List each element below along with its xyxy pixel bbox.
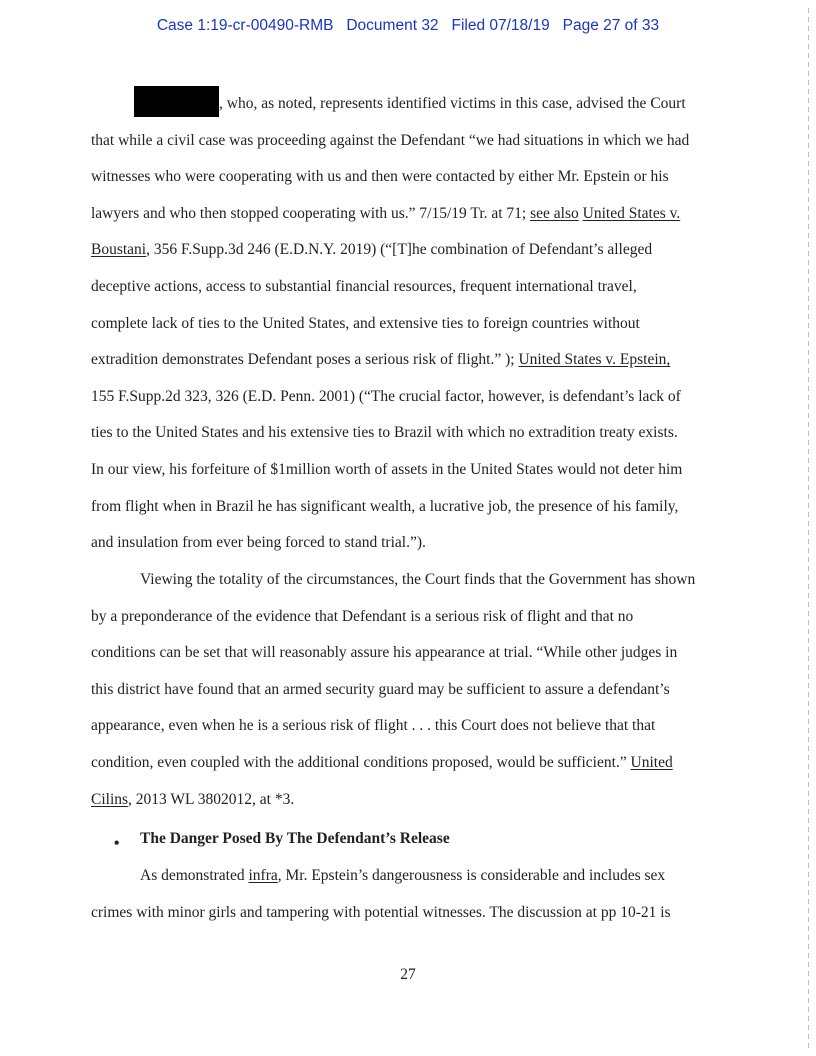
text-line: witnesses who were cooperating with us and then were contacted by either Mr. Epstein or his bbox=[91, 168, 669, 186]
citation-signal: infra bbox=[248, 867, 278, 884]
text-line: In our view, his forfeiture of $1million worth of assets in the United States would not deter him bbox=[91, 460, 683, 478]
case-citation: United States v. Epstein, bbox=[518, 351, 671, 369]
text-line: extradition demonstrates Defendant poses a serious risk of flight.” ); United States v. Epstein, bbox=[91, 351, 671, 369]
case-header: Case 1:19-cr-00490-RMB Document 32 Filed 07/18/19 Page 27 of 33 bbox=[156, 17, 660, 34]
redaction-block bbox=[134, 86, 219, 117]
body-paragraph-3 bbox=[91, 858, 731, 931]
case-citation: United States v. bbox=[582, 204, 681, 222]
body-paragraph-2 bbox=[91, 562, 731, 818]
text-line: Boustani, 356 F.Supp.3d 246 (E.D.N.Y. 2019) (“[T]he combination of Defendant’s alleged bbox=[91, 241, 653, 259]
text-line: 155 F.Supp.2d 323, 326 (E.D. Penn. 2001) (“The crucial factor, however, is defendant’s lack of bbox=[91, 387, 681, 405]
case-citation: Cilins bbox=[91, 790, 129, 808]
text-line: Cilins, 2013 WL 3802012, at *3. bbox=[91, 790, 295, 808]
text-line: crimes with minor girls and tampering with potential witnesses. The discussion at pp 10-21 is bbox=[91, 903, 671, 921]
text-line: this district have found that an armed security guard may be sufficient to assure a defendant’s bbox=[91, 680, 670, 698]
text-line: deceptive actions, access to substantial financial resources, frequent international travel, bbox=[91, 277, 637, 295]
body-paragraph-1 bbox=[91, 86, 731, 562]
text-line: As demonstrated infra, Mr. Epstein’s dangerousness is considerable and includes sex bbox=[140, 867, 666, 884]
text-line: complete lack of ties to the United States, and extensive ties to foreign countries without bbox=[91, 314, 640, 332]
case-citation: Boustani bbox=[91, 241, 147, 259]
page-edge-scan-artifact bbox=[808, 8, 809, 1048]
text-line: appearance, even when he is a serious risk of flight . . . this Court does not believe that that bbox=[91, 717, 656, 735]
page-number: 27 bbox=[400, 966, 416, 983]
text-line: Viewing the totality of the circumstances, the Court finds that the Government has shown bbox=[140, 571, 696, 588]
text-line: and insulation from ever being forced to stand trial.”). bbox=[91, 534, 426, 552]
text-line: , who, as noted, represents identified victims in this case, advised the Court bbox=[91, 86, 731, 123]
case-citation: United bbox=[630, 753, 673, 771]
text-line: conditions can be set that will reasonably assure his appearance at trial. “While other judges in bbox=[91, 644, 678, 662]
text-line: condition, even coupled with the additional conditions proposed, would be sufficient.” United bbox=[91, 753, 673, 771]
section-heading: The Danger Posed By The Defendant’s Release bbox=[140, 830, 450, 847]
text-line: by a preponderance of the evidence that Defendant is a serious risk of flight and that no bbox=[91, 607, 634, 625]
text-line: lawyers and who then stopped cooperating with us.” 7/15/19 Tr. at 71; see also United States v. bbox=[91, 204, 681, 222]
text-line: ties to the United States and his extensive ties to Brazil with which no extradition treaty exists. bbox=[91, 424, 678, 442]
text-line: from flight when in Brazil he has significant wealth, a lucrative job, the presence of his family, bbox=[91, 497, 679, 515]
bullet-icon: • bbox=[114, 835, 120, 852]
text-line: that while a civil case was proceeding against the Defendant “we had situations in which we had bbox=[91, 131, 690, 149]
citation-signal: see also bbox=[530, 204, 579, 222]
